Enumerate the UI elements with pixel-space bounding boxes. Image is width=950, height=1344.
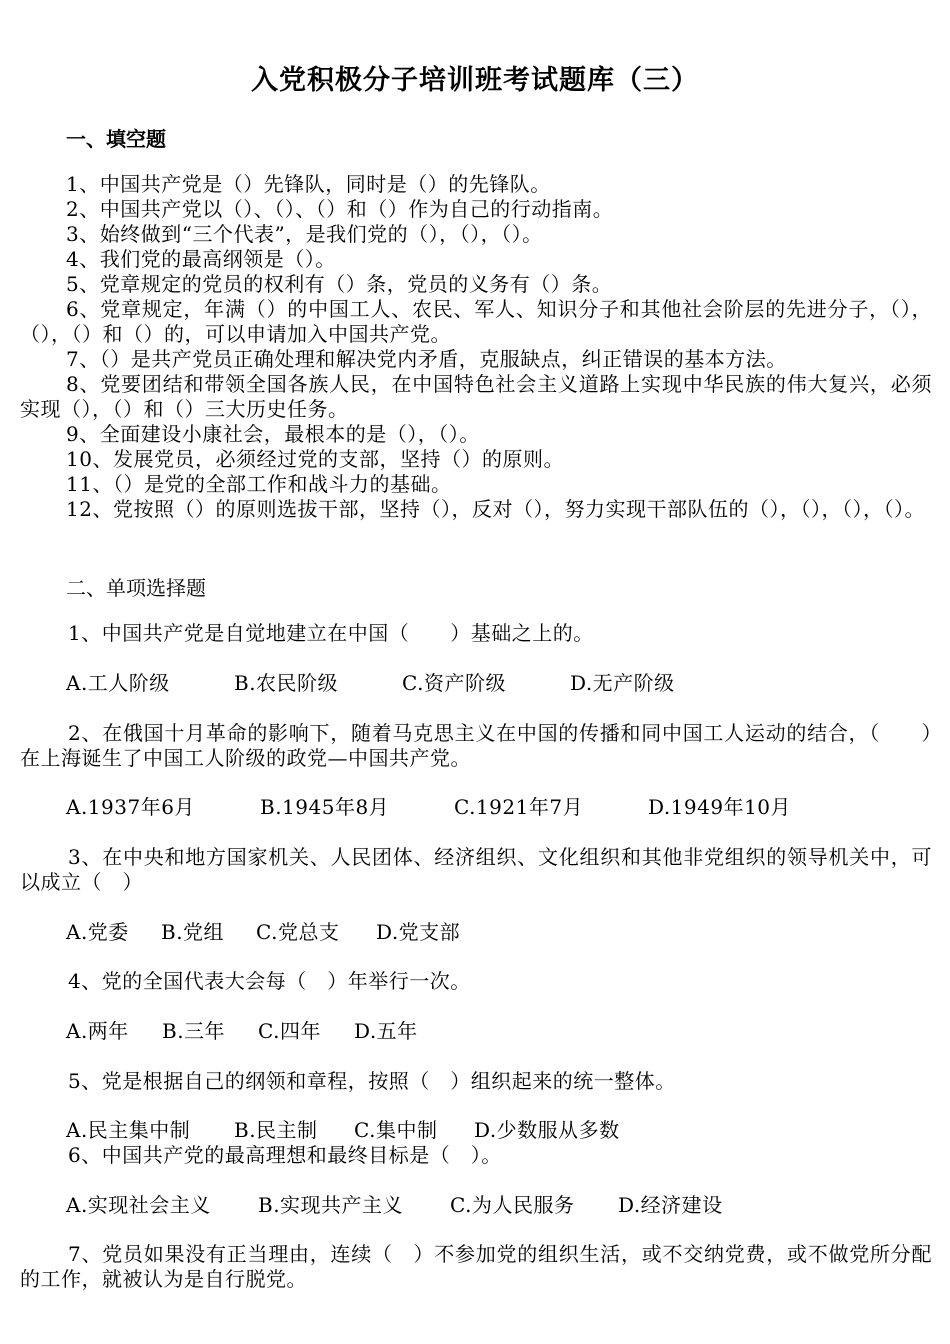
option: A.实现社会主义 (66, 1193, 211, 1217)
option: D.经济建设 (618, 1193, 723, 1217)
question-6-options (66, 1193, 723, 1218)
option: C.集中制 (354, 1118, 438, 1142)
option: C.党总支 (256, 920, 340, 944)
fill-blank-item: 5、党章规定的党员的权利有（）条，党员的义务有（）条。 (66, 272, 613, 296)
option: C.为人民服务 (450, 1193, 575, 1217)
option: C.四年 (258, 1019, 321, 1043)
fill-blank-item: 6、党章规定，年满（）的中国工人、农民、军人、知识分子和其他社会阶层的先进分子，（），（），（）和（）的，可以申请加入中国共产党。 (20, 297, 932, 346)
fill-blank-item: 10、发展党员，必须经过党的支部，坚持（）的原则。 (66, 447, 564, 471)
option: D.党支部 (376, 920, 461, 944)
question-1-options (66, 671, 675, 696)
option: C.资产阶级 (402, 671, 506, 695)
question-3-options (66, 920, 460, 945)
option: A.1937年6月 (66, 795, 195, 819)
fill-blank-item: 2、中国共产党以（）、（）、（）和（）作为自己的行动指南。 (66, 197, 614, 221)
question-4: 4、党的全国代表大会每（ ）年举行一次。 (68, 969, 471, 993)
fill-blank-item: 11、（）是党的全部工作和战斗力的基础。 (66, 472, 452, 496)
question-2-options (66, 795, 791, 820)
option: A.民主集中制 (66, 1118, 191, 1142)
question-6: 6、中国共产党的最高理想和最终目标是（ ）。 (68, 1143, 502, 1167)
fill-blank-item: 9、全面建设小康社会，最根本的是（），（）。 (66, 422, 480, 446)
option: B.农民阶级 (234, 671, 339, 695)
fill-blank-item: 7、（）是共产党员正确处理和解决党内矛盾，克服缺点，纠正错误的基本方法。 (66, 347, 787, 371)
fill-blank-item: 8、党要团结和带领全国各族人民，在中国特色社会主义道路上实现中华民族的伟大复兴，必须实现（），（）和（）三大历史任务。 (20, 372, 932, 421)
option: A.两年 (66, 1019, 129, 1043)
question-7: 7、党员如果没有正当理由，连续（ ）不参加党的组织生活，或不交纳党费，或不做党所分配的工作，就被认为是自行脱党。 (20, 1242, 932, 1291)
fill-blank-item: 12、党按照（）的原则选拔干部，坚持（），反对（），努力实现干部队伍的（），（），（），（）。 (66, 497, 925, 521)
question-4-options (66, 1019, 418, 1044)
question-2: 2、在俄国十月革命的影响下，随着马克思主义在中国的传播和同中国工人运动的结合，（ ）在上海诞生了中国工人阶级的政党—中国共产党。 (20, 721, 932, 770)
fill-blank-item: 3、始终做到“三个代表”，是我们党的（），（），（）。 (66, 222, 543, 246)
question-3: 3、在中央和地方国家机关、人民团体、经济组织、文化组织和其他非党组织的领导机关中，可以成立（ ） (20, 845, 932, 894)
option: A.工人阶级 (66, 671, 170, 695)
section-single-choice-heading: 二、单项选择题 (66, 576, 206, 600)
fill-blank-item: 1、中国共产党是（）先锋队，同时是（）的先锋队。 (66, 172, 551, 196)
option: B.1945年8月 (260, 795, 390, 819)
option: A.党委 (66, 920, 129, 944)
fill-blank-list (20, 172, 932, 522)
question-5-options (66, 1118, 620, 1143)
option: B.民主制 (234, 1118, 318, 1142)
option: B.党组 (161, 920, 225, 944)
option: D.少数服从多数 (474, 1118, 620, 1142)
option: D.五年 (354, 1019, 418, 1043)
fill-blank-item: 4、我们党的最高纲领是（）。 (66, 247, 336, 271)
question-1: 1、中国共产党是自觉地建立在中国（ ）基础之上的。 (68, 621, 594, 645)
option: C.1921年7月 (454, 795, 584, 819)
option: B.实现共产主义 (258, 1193, 404, 1217)
page-title: 入党积极分子培训班考试题库（三） (251, 65, 699, 96)
option: B.三年 (162, 1019, 226, 1043)
option: D.1949年10月 (648, 795, 792, 819)
section-fill-blank-heading: 一、填空题 (66, 127, 166, 151)
question-5: 5、党是根据自己的纲领和章程，按照（ ）组织起来的统一整体。 (68, 1069, 676, 1093)
option: D.无产阶级 (570, 671, 675, 695)
